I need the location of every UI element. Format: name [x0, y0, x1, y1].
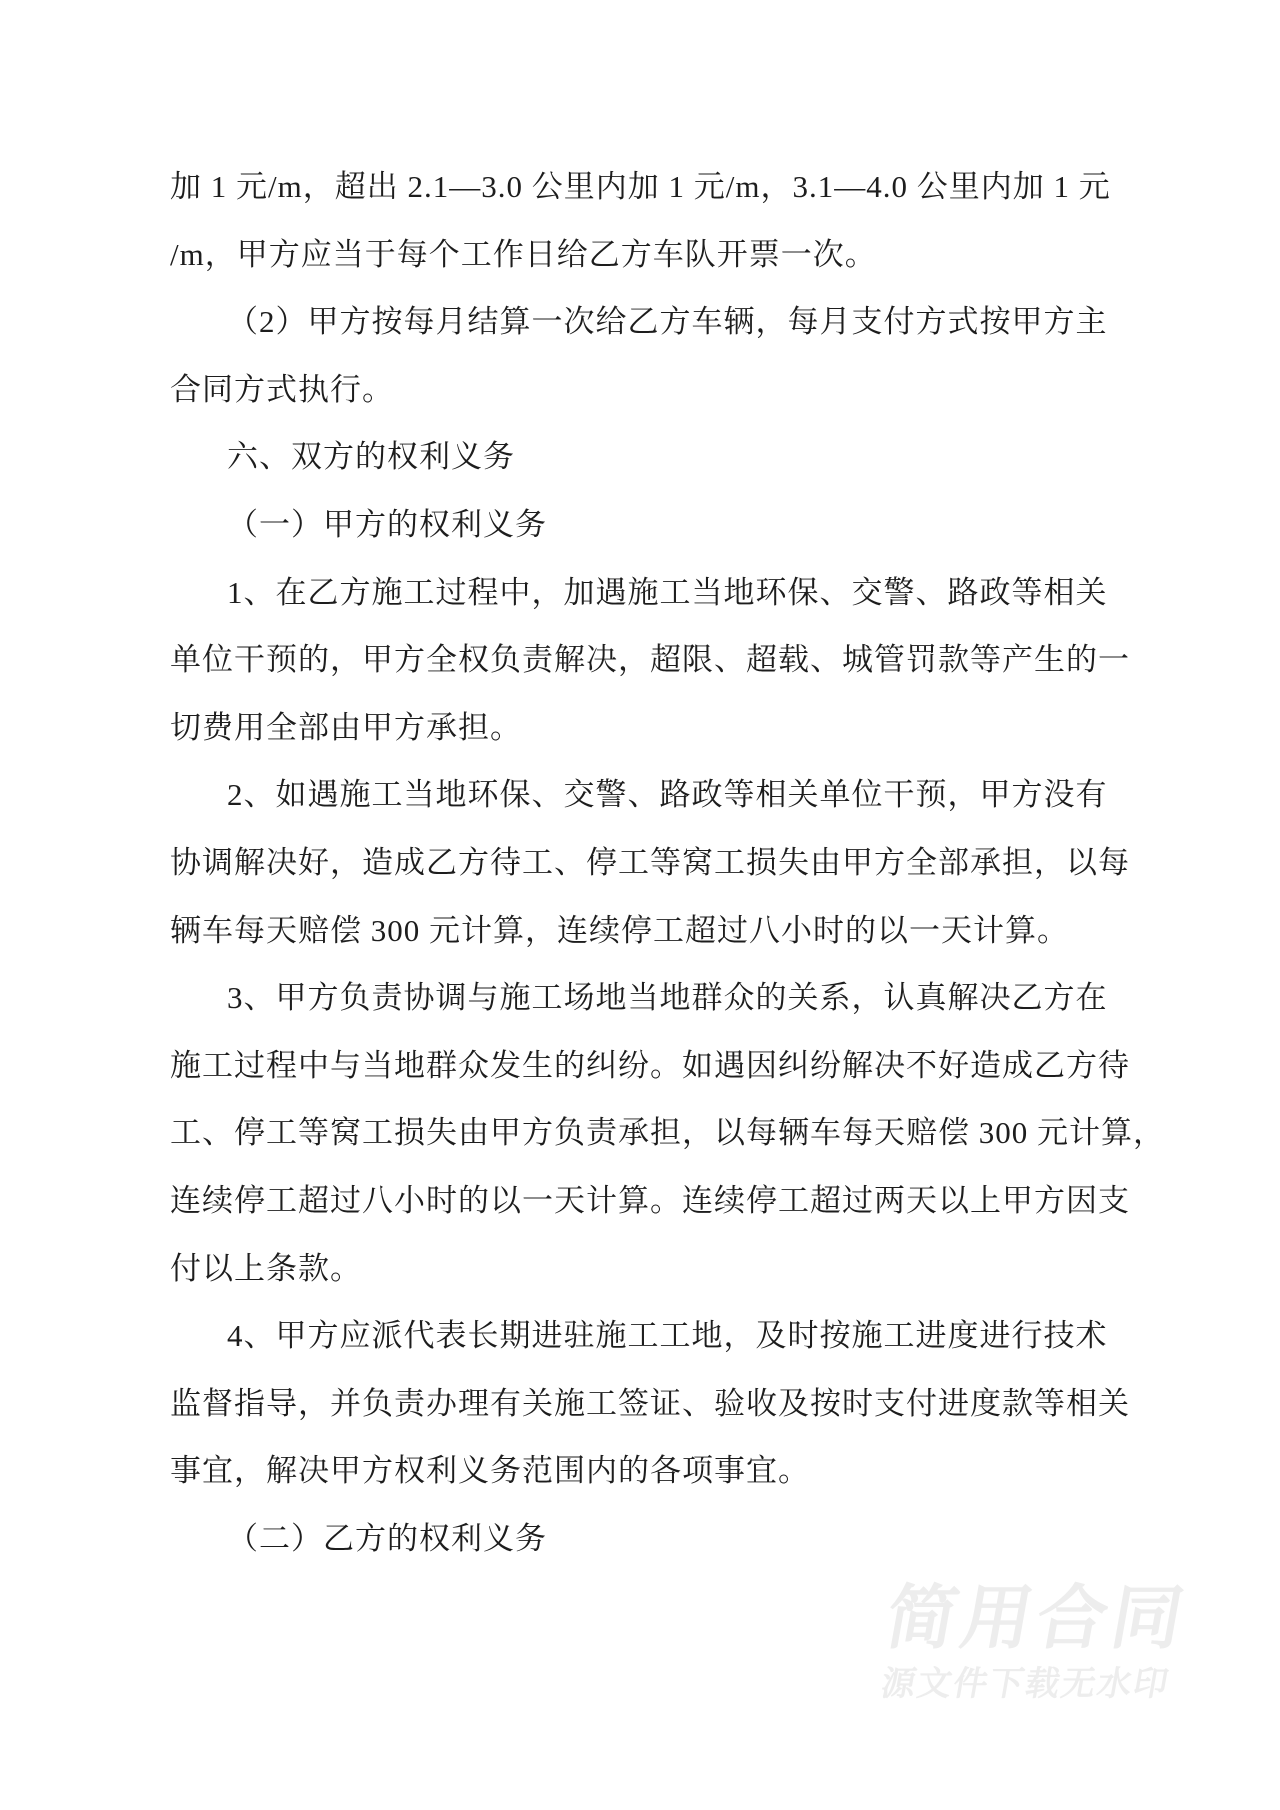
contract-line: 辆车每天赔偿 300 元计算，连续停工超过八小时的以一天计算。: [170, 912, 1069, 948]
contract-line: 工、停工等窝工损失由甲方负责承担，以每辆车每天赔偿 300 元计算，: [170, 1115, 1165, 1151]
contract-line: 单位干预的，甲方全权负责解决，超限、超载、城管罚款等产生的一: [170, 642, 1130, 678]
contract-body: [170, 153, 1165, 1572]
contract-line: 监督指导，并负责办理有关施工签证、验收及按时支付进度款等相关: [170, 1385, 1130, 1421]
contract-line: 4、甲方应派代表长期进驻施工工地，及时按施工进度进行技术: [227, 1318, 1108, 1354]
contract-line: 合同方式执行。: [170, 371, 394, 407]
contract-line: 3、甲方负责协调与施工场地当地群众的关系，认真解决乙方在: [227, 980, 1108, 1016]
contract-section-heading: 六、双方的权利义务: [227, 439, 515, 475]
watermark-subtitle: 源文件下载无水印: [878, 1665, 1173, 1703]
contract-line: 连续停工超过八小时的以一天计算。连续停工超过两天以上甲方因支: [170, 1182, 1130, 1218]
contract-line: 施工过程中与当地群众发生的纠纷。如遇因纠纷解决不好造成乙方待: [170, 1047, 1130, 1083]
contract-line: 事宜，解决甲方权利义务范围内的各项事宜。: [170, 1453, 810, 1489]
contract-line: 2、如遇施工当地环保、交警、路政等相关单位干预，甲方没有: [227, 777, 1108, 813]
contract-line: /m，甲方应当于每个工作日给乙方车队开票一次。: [170, 236, 877, 272]
contract-subsection-heading: （一）甲方的权利义务: [227, 506, 547, 542]
contract-line: 加 1 元/m，超出 2.1—3.0 公里内加 1 元/m，3.1—4.0 公里内加 1 元: [170, 169, 1111, 204]
contract-line: 切费用全部由甲方承担。: [170, 709, 522, 745]
contract-line: 协调解决好，造成乙方待工、停工等窝工损失由甲方全部承担，以每: [170, 844, 1130, 880]
contract-line: （2）甲方按每月结算一次给乙方车辆，每月支付方式按甲方主: [227, 304, 1108, 340]
contract-subsection-heading: （二）乙方的权利义务: [227, 1520, 547, 1556]
watermark-title: 简用合同: [880, 1579, 1195, 1657]
contract-line: 付以上条款。: [170, 1250, 362, 1286]
watermark: [873, 1579, 1195, 1703]
contract-line: 1、在乙方施工过程中，加遇施工当地环保、交警、路政等相关: [227, 574, 1108, 610]
